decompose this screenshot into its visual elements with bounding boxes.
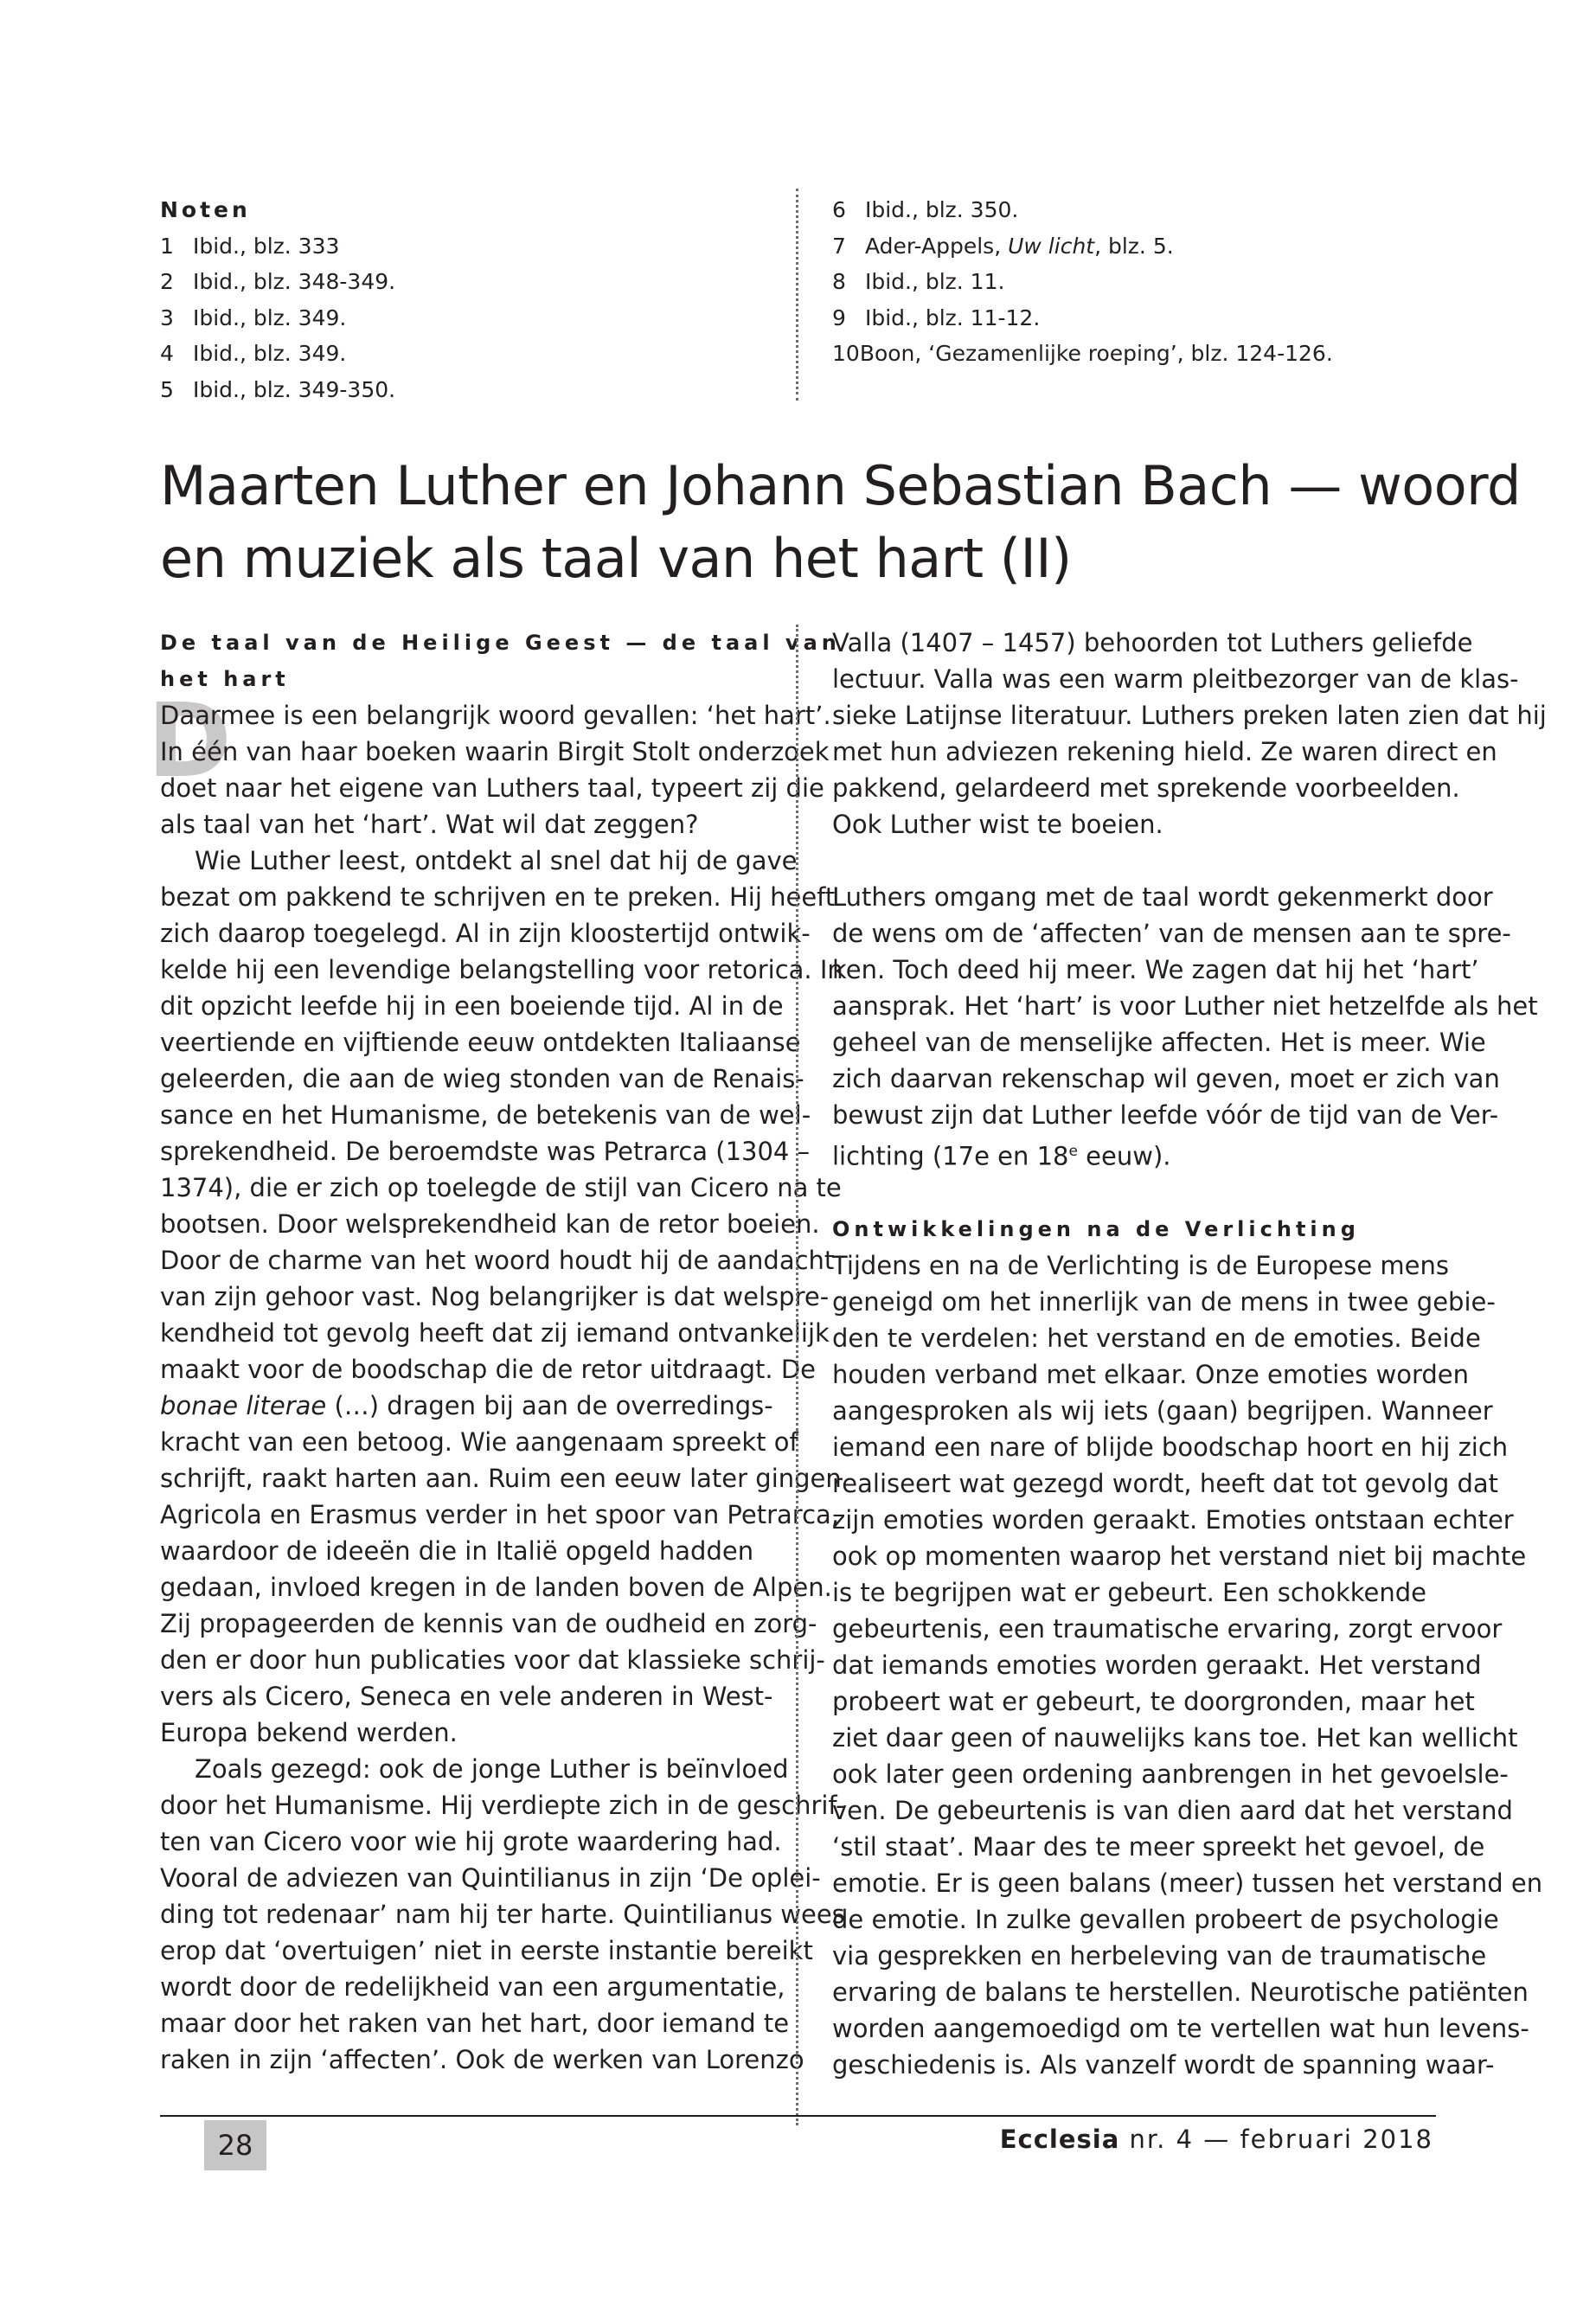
paragraph-text: (…) dragen bij aan de overredings- [326,1391,773,1420]
drop-cap: D [147,681,232,800]
paragraph-line: Valla (1407 – 1457) behoorden tot Luthers geliefde [832,628,1473,657]
paragraph-text: lichting (17e en 18 [832,1141,1069,1171]
note-text: Ibid., blz. 349. [192,341,347,366]
paragraph [160,697,831,843]
paragraph-line: geschiedenis is. Als vanzelf wordt de spanning waar- [832,2049,1495,2080]
paragraph-line: Ook Luther wist te boeien. [832,810,1163,839]
paragraph-line: kendheid tot gevolg heeft dat zij iemand ontvankelijk [160,1318,830,1348]
paragraph-line: bezat om pakkend te schrijven en te preken. Hij heeft [160,882,836,912]
superscript: e [1068,1143,1078,1160]
paragraph-line: van zijn gehoor vast. Nog belangrijker is dat welspre- [160,1282,830,1311]
paragraph-line: Wie Luther leest, ontdekt al snel dat hij de gave [195,846,798,875]
paragraph-line: 1374), die er zich op toelegde de stijl van Cicero na te [160,1173,842,1202]
paragraph-line: lectuur. Valla was een warm pleitbezorger van de klas- [832,664,1519,694]
paragraph-line: sieke Latijnse literatuur. Luthers preken laten zien dat hij [832,701,1547,730]
paragraph-line: aansprak. Het ‘hart’ is voor Luther niet hetzelfde als het [832,991,1538,1021]
paragraph-line: ziet daar geen of nauwelijks kans toe. Het kan wellicht [832,1722,1518,1753]
paragraph-line: ook later geen ordening aanbrengen in het gevoelsle- [832,1759,1509,1789]
note-item [832,192,1481,228]
body-left-column [160,625,845,2078]
paragraph-line: geheel van de menselijke affecten. Het is meer. Wie [832,1028,1486,1057]
paragraph-line: iemand een nare of blijde boodschap hoort en hij zich [832,1432,1509,1462]
paragraph-line: is te begrijpen wat er gebeurt. Een schokkende [832,1577,1426,1607]
paragraph-line: Europa bekend werden. [160,1718,458,1747]
paragraph-line: emotie. Er is geen balans (meer) tussen het verstand en [832,1868,1543,1898]
paragraph-line: ken. Toch deed hij meer. We zagen dat hij het ‘hart’ [832,955,1479,984]
article-title-line: en muziek als taal van het hart (II) [160,527,1072,590]
notes-right-column [832,192,1481,372]
paragraph-line: ven. De gebeurtenis is van dien aard dat het verstand [832,1795,1513,1825]
footer-publication [1000,2125,1433,2154]
paragraph [832,1247,1543,2083]
paragraph-line: maakt voor de boodschap die de retor uitdraagt. De [160,1355,817,1384]
paragraph-line: door het Humanisme. Hij verdiepte zich in de geschrif- [160,1791,845,1820]
paragraph-line: bootsen. Door welsprekendheid kan de retor boeien. [160,1209,820,1239]
paragraph-line: realiseert wat gezegd wordt, heeft dat tot gevolg dat [832,1468,1499,1498]
note-number: 8 [832,269,846,294]
paragraph-line: Tijdens en na de Verlichting is de Europese mens [832,1250,1449,1280]
paragraph-line: raken in zijn ‘affecten’. Ook de werken van Lorenzo [160,2045,804,2074]
paragraph-line: geleerden, die aan de wieg stonden van de Renais- [160,1064,804,1093]
paragraph-line: probeert wat er gebeurt, te doorgronden, maar het [832,1686,1475,1716]
note-text: Ibid., blz. 333 [192,233,340,259]
paragraph-line: zich daarop toegelegd. Al in zijn kloostertijd ontwik- [160,919,811,948]
paragraph-line: doet naar het eigene van Luthers taal, typeert zij die [160,773,824,803]
paragraph-line: via gesprekken en herbeleving van de traumatische [832,1940,1487,1971]
footer-rule [160,2115,1436,2117]
italic-term: bonae literae [160,1391,327,1420]
note-item [160,336,766,372]
note-item [160,372,766,408]
paragraph-line: ding tot redenaar’ nam hij ter harte. Quintilianus wees [160,1900,845,1929]
paragraph-line: de emotie. In zulke gevallen probeert de psychologie [832,1904,1499,1934]
paragraph-line: Luthers omgang met de taal wordt gekenmerkt door [832,882,1493,912]
paragraph-line: gebeurtenis, een traumatische ervaring, zorgt ervoor [832,1613,1503,1644]
paragraph-gap [832,1175,1438,1211]
paragraph-line: sprekendheid. De beroemdste was Petrarca (1304 – [160,1137,811,1166]
paragraph-line: veertiende en vijftiende eeuw ontdekten Italiaanse [160,1028,801,1057]
paragraph-line: bewust zijn dat Luther leefde vóór de tijd van de Ver- [832,1100,1499,1130]
note-item [832,264,1481,300]
paragraph-line: schrijft, raakt harten aan. Ruim een eeuw later gingen [160,1464,842,1493]
note-number: 2 [160,269,174,294]
note-italic-title: Uw licht [1008,233,1095,259]
paragraph-line: Agricola en Erasmus verder in het spoor van Petrarca, [160,1500,840,1529]
note-item [160,264,766,300]
paragraph-line: pakkend, gelardeerd met sprekende voorbeelden. [832,773,1460,803]
note-text: Ibid., blz. 349. [192,304,347,330]
note-number: 5 [160,376,174,402]
paragraph-line: zich daarvan rekenschap wil geven, moet er zich van [832,1064,1500,1093]
note-item [832,336,1481,372]
paragraph-line: kelde hij een levendige belangstelling voor retorica. In [160,955,843,984]
paragraph-text: eeuw). [1077,1141,1171,1171]
paragraph-line: met hun adviezen rekening hield. Ze waren direct en [832,737,1497,766]
paragraph-line: ‘stil staat’. Maar des te meer spreekt het gevoel, de [832,1831,1485,1862]
paragraph-line: den te verdelen: het verstand en de emoties. Beide [832,1323,1481,1353]
note-item [832,300,1481,336]
body-right-column [832,625,1547,2083]
note-text: , blz. 5. [1094,233,1174,259]
article-title [160,450,1521,595]
column-divider [796,625,798,2125]
paragraph-line: ten van Cicero voor wie hij grote waardering had. [160,1827,782,1856]
note-text: Ader-Appels, [864,233,1009,259]
paragraph [832,879,1538,1133]
paragraph-line: waardoor de ideeën die in Italië opgeld hadden [160,1536,754,1566]
paragraph-line: gedaan, invloed kregen in de landen boven de Alpen. [160,1573,832,1602]
magazine-name: Ecclesia [999,2125,1120,2154]
issue-info: nr. 4 — februari 2018 [1119,2125,1433,2154]
paragraph-line: zijn emoties worden geraakt. Emoties ontstaan echter [832,1504,1514,1535]
note-item [160,300,766,336]
paragraph-line: Door de charme van het woord houdt hij de aandacht [160,1246,835,1275]
page-number: 28 [204,2120,266,2170]
notes-divider [796,189,798,401]
paragraph-line: geneigd om het innerlijk van de mens in twee gebie- [832,1286,1496,1317]
paragraph-line: aangesproken als wij iets (gaan) begrijpen. Wanneer [832,1395,1493,1426]
section-heading: Ontwikkelingen na de Verlichting [832,1216,1360,1241]
note-number: 7 [832,233,846,259]
paragraph-line: Zoals gezegd: ook de jonge Luther is beïnvloed [195,1754,789,1784]
paragraph-line: den er door hun publicaties voor dat klassieke schrij- [160,1645,825,1675]
article-title-line: Maarten Luther en Johann Sebastian Bach — woord [160,454,1521,517]
note-text: Ibid., blz. 11-12. [864,304,1041,330]
paragraph-line: sance en het Humanisme, de betekenis van de wel- [160,1100,811,1130]
paragraph-line: dit opzicht leefde hij in een boeiende tijd. Al in de [160,991,784,1021]
paragraph-line: maar door het raken van het hart, door iemand te [160,2009,790,2038]
paragraph-line: ook op momenten waarop het verstand niet bij machte [832,1541,1527,1571]
paragraph-line: worden aangemoedigd om te vertellen wat hun levens- [832,2013,1529,2043]
note-number: 3 [160,304,174,330]
paragraph-line [160,1388,773,1424]
note-item [832,228,1481,265]
paragraph [160,1751,845,2078]
paragraph-line: Daarmee is een belangrijk woord gevallen: ‘het hart’. [160,701,831,730]
paragraph-line: als taal van het ‘hart’. Wat wil dat zeggen? [160,810,699,839]
paragraph-line: kracht van een betoog. Wie aangenaam spreekt of [160,1427,798,1457]
note-number: 6 [832,197,846,222]
paragraph-gap [832,843,1438,879]
paragraph [832,625,1547,843]
note-item [160,228,766,265]
note-text: Ibid., blz. 350. [864,197,1019,222]
note-text: Ibid., blz. 349-350. [192,376,396,402]
paragraph-line [832,1133,1438,1175]
paragraph-line: de wens om de ‘affecten’ van de mensen aan te spre- [832,919,1511,948]
section-heading: De taal van de Heilige Geest — de taal van [160,631,841,655]
paragraph-line: dat iemands emoties worden geraakt. Het verstand [832,1650,1482,1680]
paragraph-line: Vooral de adviezen van Quintilianus in zijn ‘De oplei- [160,1863,821,1893]
note-text: Boon, ‘Gezamenlijke roeping’, blz. 124-126. [859,341,1333,366]
note-text: Ibid., blz. 348-349. [192,269,396,294]
paragraph [160,843,843,1388]
note-number: 1 [160,233,174,259]
paragraph-line: houden verband met elkaar. Onze emoties worden [832,1359,1469,1389]
paragraph-line: In één van haar boeken waarin Birgit Stolt onderzoek [160,737,830,766]
notes-heading: Noten [160,197,251,222]
paragraph-line: Zij propageerden de kennis van de oudheid en zorg- [160,1609,817,1638]
paragraph-line: vers als Cicero, Seneca en vele anderen in West- [160,1682,773,1711]
section-heading: het hart [160,667,290,691]
paragraph-line: erop dat ‘overtuigen’ niet in eerste instantie bereikt [160,1936,813,1965]
note-number: 4 [160,341,174,366]
note-number: 9 [832,304,846,330]
note-number: 10 [832,341,860,366]
paragraph-line: ervaring de balans te herstellen. Neurotische patiënten [832,1977,1529,2007]
notes-left-column [160,192,766,407]
note-text: Ibid., blz. 11. [864,269,1005,294]
paragraph [160,1424,842,1751]
paragraph-line: wordt door de redelijkheid van een argumentatie, [160,1972,785,2002]
